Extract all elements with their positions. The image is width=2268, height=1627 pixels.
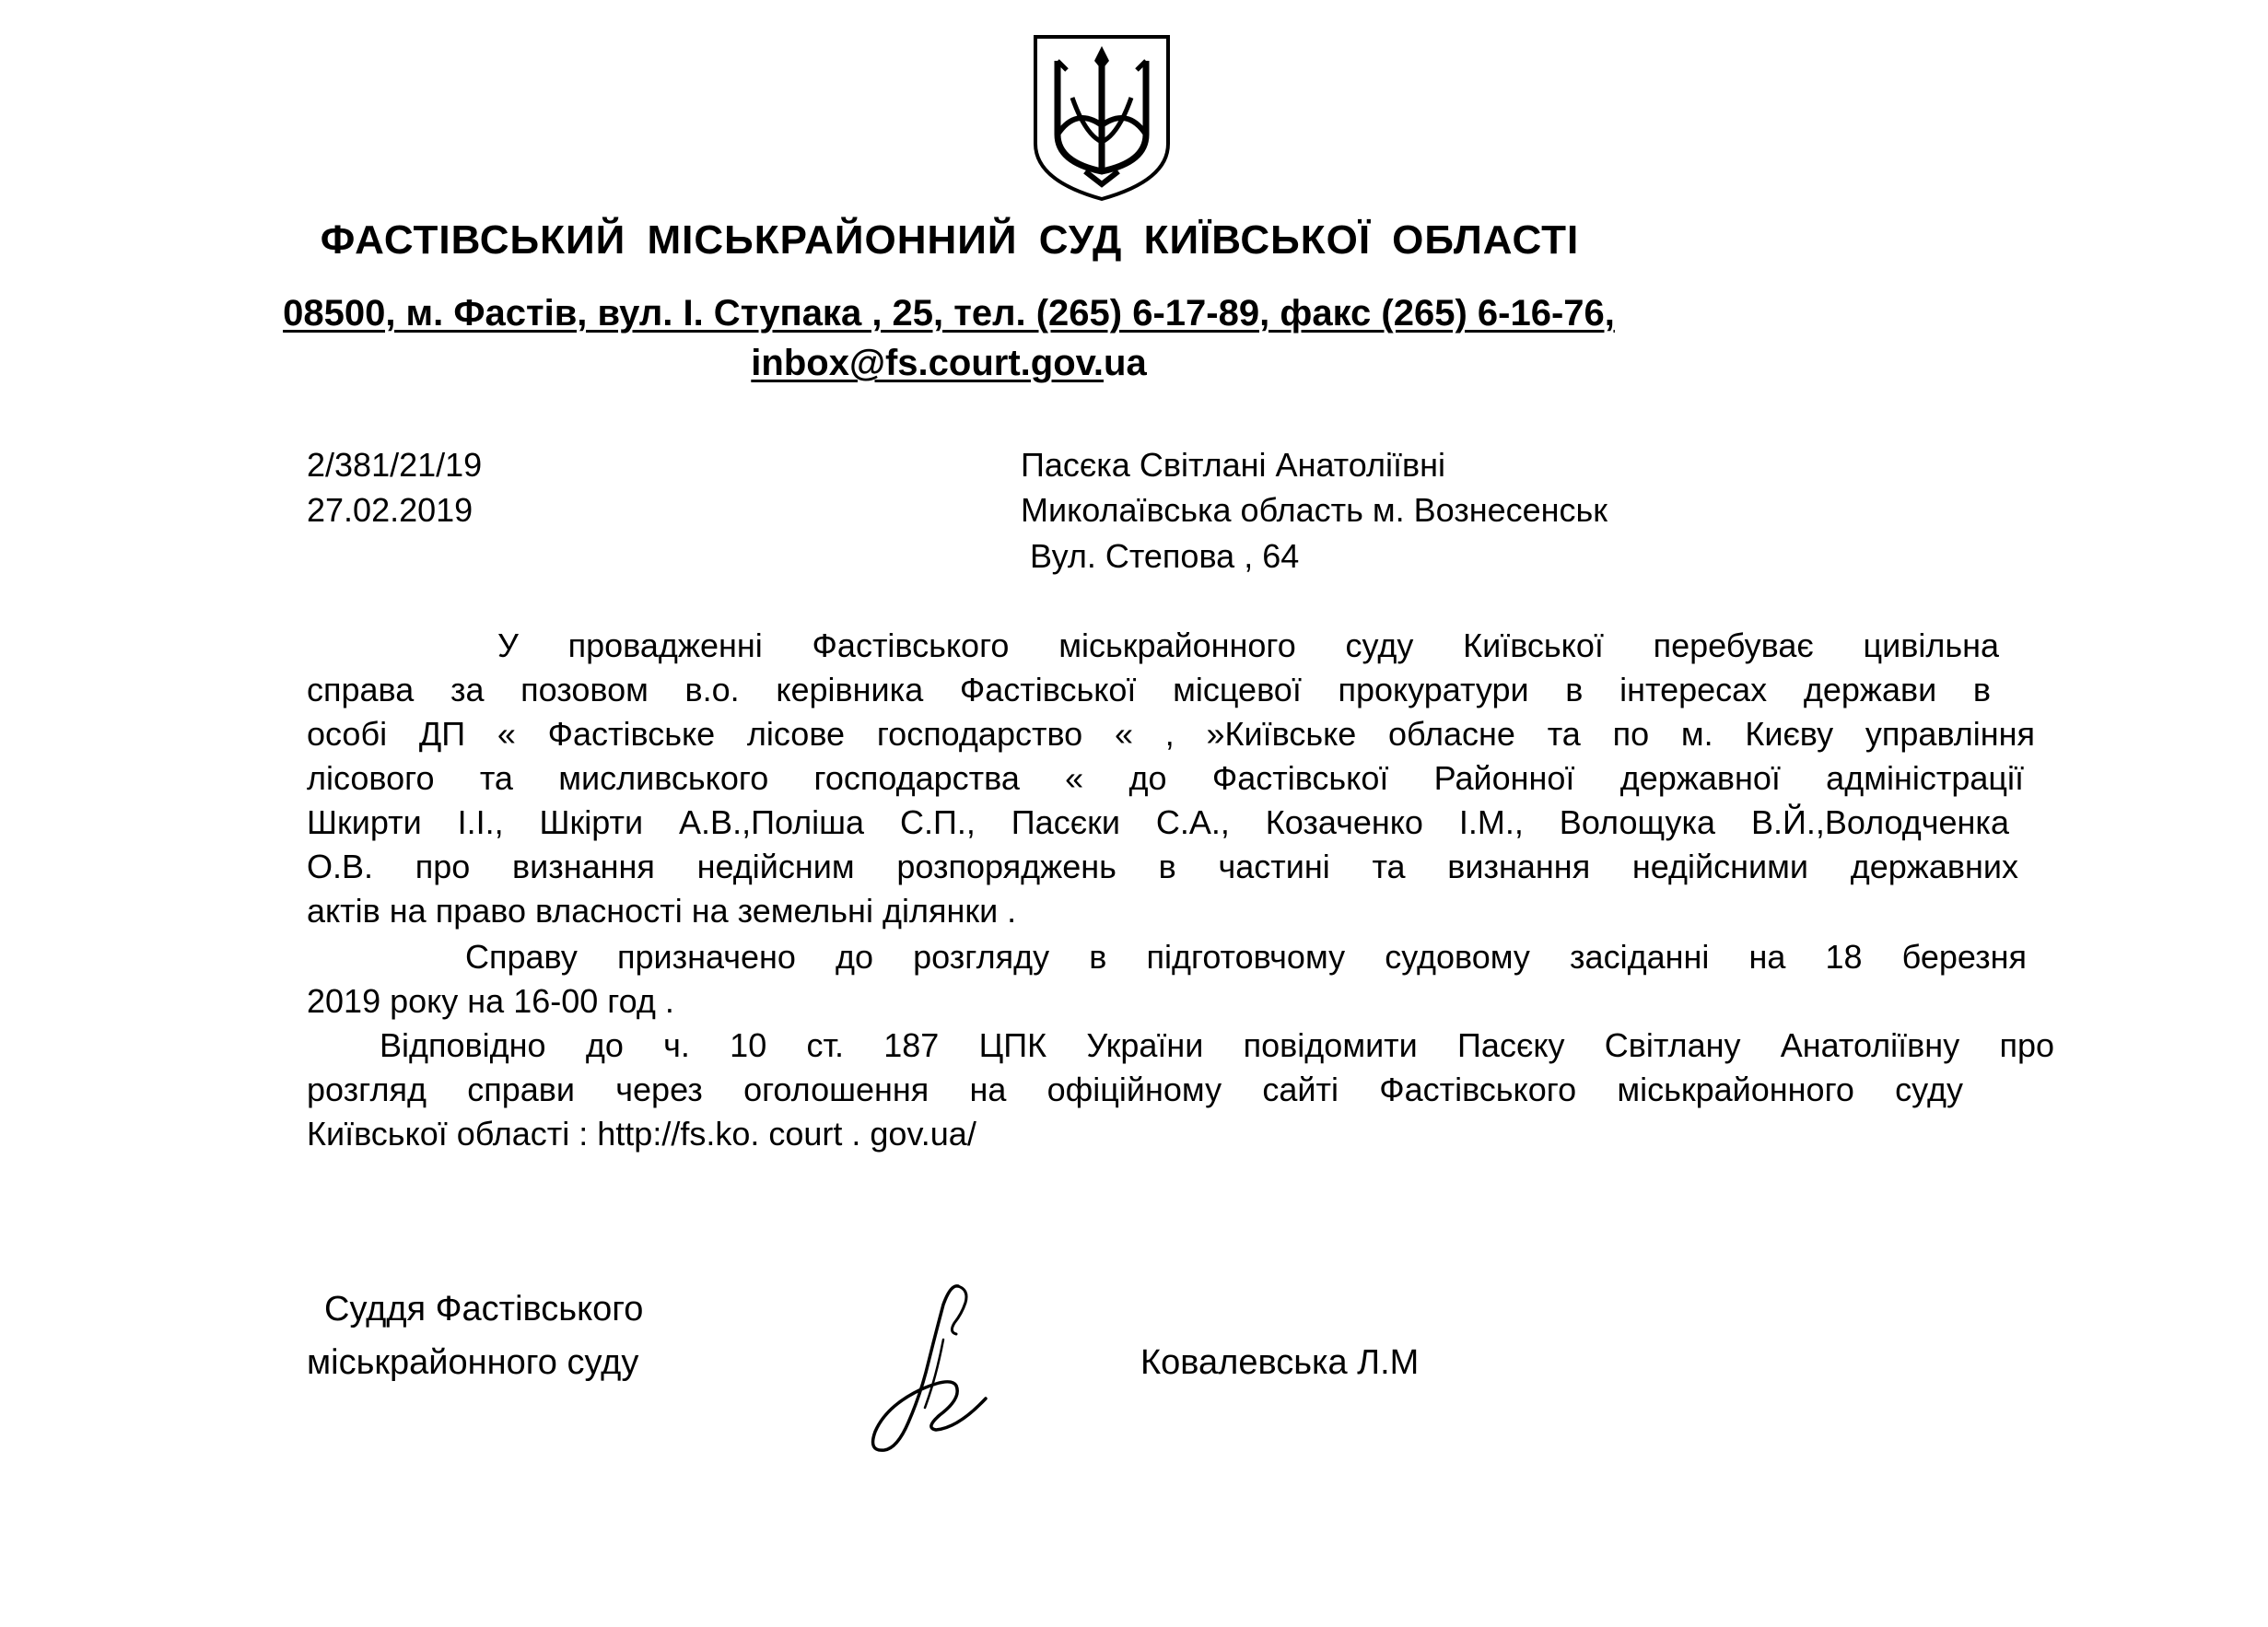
- recipient-region: Миколаївська область м. Вознесенськ: [1021, 491, 1608, 529]
- case-number: 2/381/21/19: [307, 446, 483, 484]
- judge-position-line2: міськрайонного суду: [307, 1343, 639, 1382]
- body-line: особі ДП « Фастівське лісове господарство « , »Київське обласне та по м. Києву управління: [307, 715, 2035, 753]
- body-line: актів на право власності на земельні ділянки .: [307, 892, 1017, 930]
- body-line: 2019 року на 16-00 год .: [307, 982, 674, 1020]
- court-title: ФАСТІВСЬКИЙ МІСЬКРАЙОННИЙ СУД КИЇВСЬКОЇ ОБЛАСТІ: [320, 217, 1580, 263]
- body-line: Шкирти І.І., Шкірти А.В.,Поліша С.П., Пасєки С.А., Козаченко І.М., Волощука В.Й.,Володченка: [307, 803, 2009, 841]
- body-line: справа за позовом в.о. керівника Фастівської місцевої прокуратури в інтересах держави в: [307, 671, 1991, 708]
- judge-position-line1: Суддя Фастівського: [324, 1290, 644, 1329]
- body-line: Київської області : http://fs.ko. court . gov.ua/: [307, 1115, 976, 1153]
- court-email[interactable]: inbox@fs.court.gov.: [751, 343, 1105, 383]
- judge-name: Ковалевська Л.М: [1140, 1343, 1420, 1382]
- recipient-street: Вул. Степова , 64: [1030, 537, 1300, 575]
- body-line: О.В. про визнання недійсним розпоряджень в частині та визнання недійсними державних: [307, 848, 2018, 885]
- trident-coat-of-arms-icon: [1030, 33, 1174, 203]
- body-line: Відповідно до ч. 10 ст. 187 ЦПК України повідомити Пасєку Світлану Анатоліївну про: [380, 1026, 2054, 1064]
- body-line: розгляд справи через оголошення на офіційному сайті Фастівського міськрайонного суду: [307, 1071, 1963, 1108]
- court-email-line: [0, 343, 1898, 384]
- body-line: У провадженні Фастівського міськрайонного суду Київської перебуває цивільна: [497, 626, 1999, 664]
- court-address: 08500, м. Фастів, вул. І. Ступака , 25, тел. (265) 6-17-89, факс (265) 6-16-76,: [283, 293, 1615, 334]
- body-line: лісового та мисливського господарства « до Фастівської Районної державної адміністрації: [307, 759, 2024, 797]
- handwritten-signature: [848, 1277, 1023, 1461]
- recipient-name: Пасєка Світлані Анатоліївні: [1021, 446, 1446, 484]
- body-line: Справу призначено до розгляду в підготовчому судовому засіданні на 18 березня: [465, 938, 2027, 976]
- court-email-suffix: ua: [1104, 343, 1147, 383]
- letter-date: 27.02.2019: [307, 491, 473, 529]
